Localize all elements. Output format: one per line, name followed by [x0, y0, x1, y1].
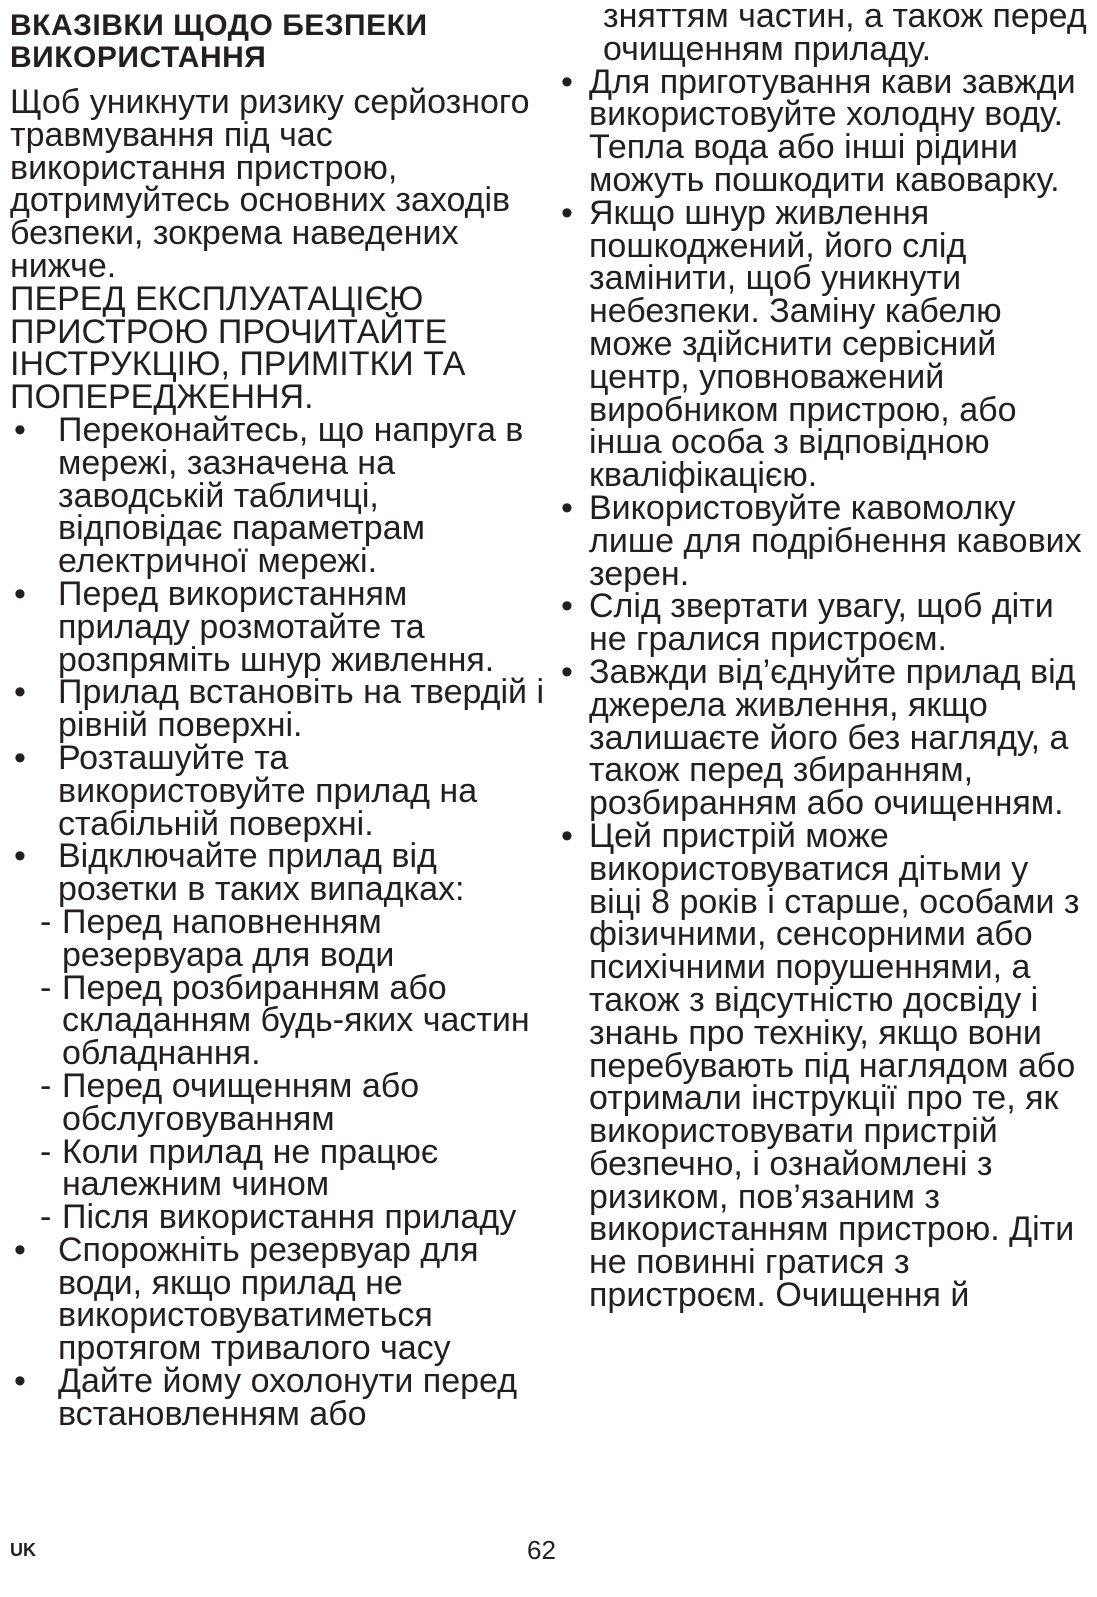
list-item [10, 738, 545, 843]
continued-text: зняттям частин, а також перед очищенням приладу. [603, 0, 1087, 68]
list-item-text: Прилад встановіть на твердій і рівній поверхні. [58, 673, 544, 745]
list-item [10, 1362, 545, 1433]
list-item-text: Відключайте прилад від розетки в таких випадках: [58, 837, 465, 909]
sub-list-item-text: Коли прилад не працює належним чином [62, 1132, 439, 1204]
sub-list-item-text: Після використання приладу [62, 1198, 517, 1237]
sub-list-item [40, 1066, 545, 1138]
list-item [557, 62, 1087, 199]
caps-notice: ПЕРЕД ЕКСПЛУАТАЦІЄЮ ПРИСТРОЮ ПРОЧИТАЙТЕ ІНСТРУКЦІЮ, ПРИМІТКИ ТА ПОПЕРЕДЖЕННЯ. [10, 279, 466, 417]
bullet-icon: • [14, 837, 26, 876]
sub-list-item [40, 1132, 545, 1204]
right-column [557, 0, 1087, 1315]
sub-list-item [40, 968, 545, 1073]
sub-list-item-text: Перед розбиранням або складанням будь-яких частин обладнання. [62, 968, 530, 1073]
intro-paragraph: Щоб уникнути ризику серйозного травмування під час використання пристрою, дотримуйтесь основних заходів безпеки, зокрема наведених нижче. [10, 83, 530, 285]
list-item [557, 193, 1087, 495]
list-item-text: Для приготування кави завжди використовуйте холодну воду. Тепла вода або інші рідини можуть пошкодити кавоварку. [589, 62, 1076, 199]
bullet-icon: • [561, 652, 573, 691]
sub-list-item [40, 902, 545, 974]
list-item-text: Використовуйте кавомолку лише для подрібнення кавових зерен. [589, 488, 1082, 593]
bullet-icon: • [14, 1230, 26, 1269]
list-item [10, 673, 545, 745]
sub-list-item [40, 1198, 545, 1237]
list-item-text: Слід звертати увагу, щоб діти не гралися пристроєм. [589, 587, 1054, 659]
bullet-icon: • [561, 62, 573, 101]
dash-icon: - [40, 1066, 52, 1105]
right-bullet-list [557, 62, 1087, 1315]
left-column [10, 0, 545, 1431]
dash-icon: - [40, 902, 52, 941]
list-item-text: Цей пристрій може використовуватися дітьми у віці 8 років і старше, особами з фізичними, сенсорними або психічними порушеннями, а також з відсутністю досвіду і знань про техніку, якщо вони перебувають під наглядом або отримали інструкції про те, як використовувати пристрій безпечно, і ознайомлені з ризиком, пов’язаним з використанням пристрою. Діти не повинні гратися з пристроєм. Очищення й [589, 816, 1080, 1315]
bullet-icon: • [14, 738, 26, 777]
list-item-text: Якщо шнур живлення пошкоджений, його слід замінити, щоб уникнути небезпеки. Заміну кабелю може здійснити сервісний центр, уповноважений виробником пристрою, або інша особа з відповідною кваліфікацією. [589, 193, 1017, 495]
list-item-text: Переконайтесь, що напруга в мережі, зазначена на заводській табличці, відповідає параметрам електричної мережі. [58, 410, 524, 581]
sub-list-item-text: Перед очищенням або обслуговуванням [62, 1066, 420, 1138]
section-heading: ВКАЗІВКИ ЩОДО БЕЗПЕКИ ВИКОРИСТАННЯ [10, 9, 428, 74]
list-item [10, 410, 545, 581]
list-item [557, 488, 1087, 593]
list-item [10, 1230, 545, 1368]
left-bullet-list [10, 410, 545, 909]
bullet-icon: • [14, 574, 26, 613]
dash-icon: - [40, 1132, 52, 1171]
sub-list-item-text: Перед наповненням резервуара для води [62, 902, 395, 974]
dash-icon: - [40, 1198, 52, 1237]
bullet-icon: • [14, 673, 26, 712]
bullet-icon: • [561, 193, 573, 232]
bullet-icon: • [561, 488, 573, 527]
bullet-icon: • [14, 410, 26, 449]
list-item-text: Перед використанням приладу розмотайте та розпряміть шнур живлення. [58, 574, 495, 679]
list-item [557, 587, 1087, 659]
bullet-icon: • [14, 1362, 26, 1401]
dash-icon: - [40, 968, 52, 1007]
list-item-text: Завжди від’єднуйте прилад від джерела живлення, якщо залишаєте його без нагляду, а також перед збиранням, розбиранням або очищенням. [589, 652, 1076, 823]
list-item-text: Розташуйте та використовуйте прилад на стабільній поверхні. [58, 738, 478, 843]
left-bullet-list-continued [10, 1230, 545, 1433]
sub-list [10, 902, 545, 1237]
language-code: UK [10, 1540, 36, 1560]
bullet-icon: • [561, 587, 573, 626]
list-item [557, 652, 1087, 823]
list-item-text: Спорожніть резервуар для води, якщо прилад не використовуватиметься протягом тривалого часу [58, 1230, 479, 1368]
list-item [10, 837, 545, 909]
list-item [10, 574, 545, 679]
page-number: 62 [527, 1535, 556, 1565]
list-item [557, 816, 1087, 1315]
bullet-icon: • [561, 816, 573, 855]
list-item-text: Дайте йому охолонути перед встановленням або [58, 1362, 518, 1433]
